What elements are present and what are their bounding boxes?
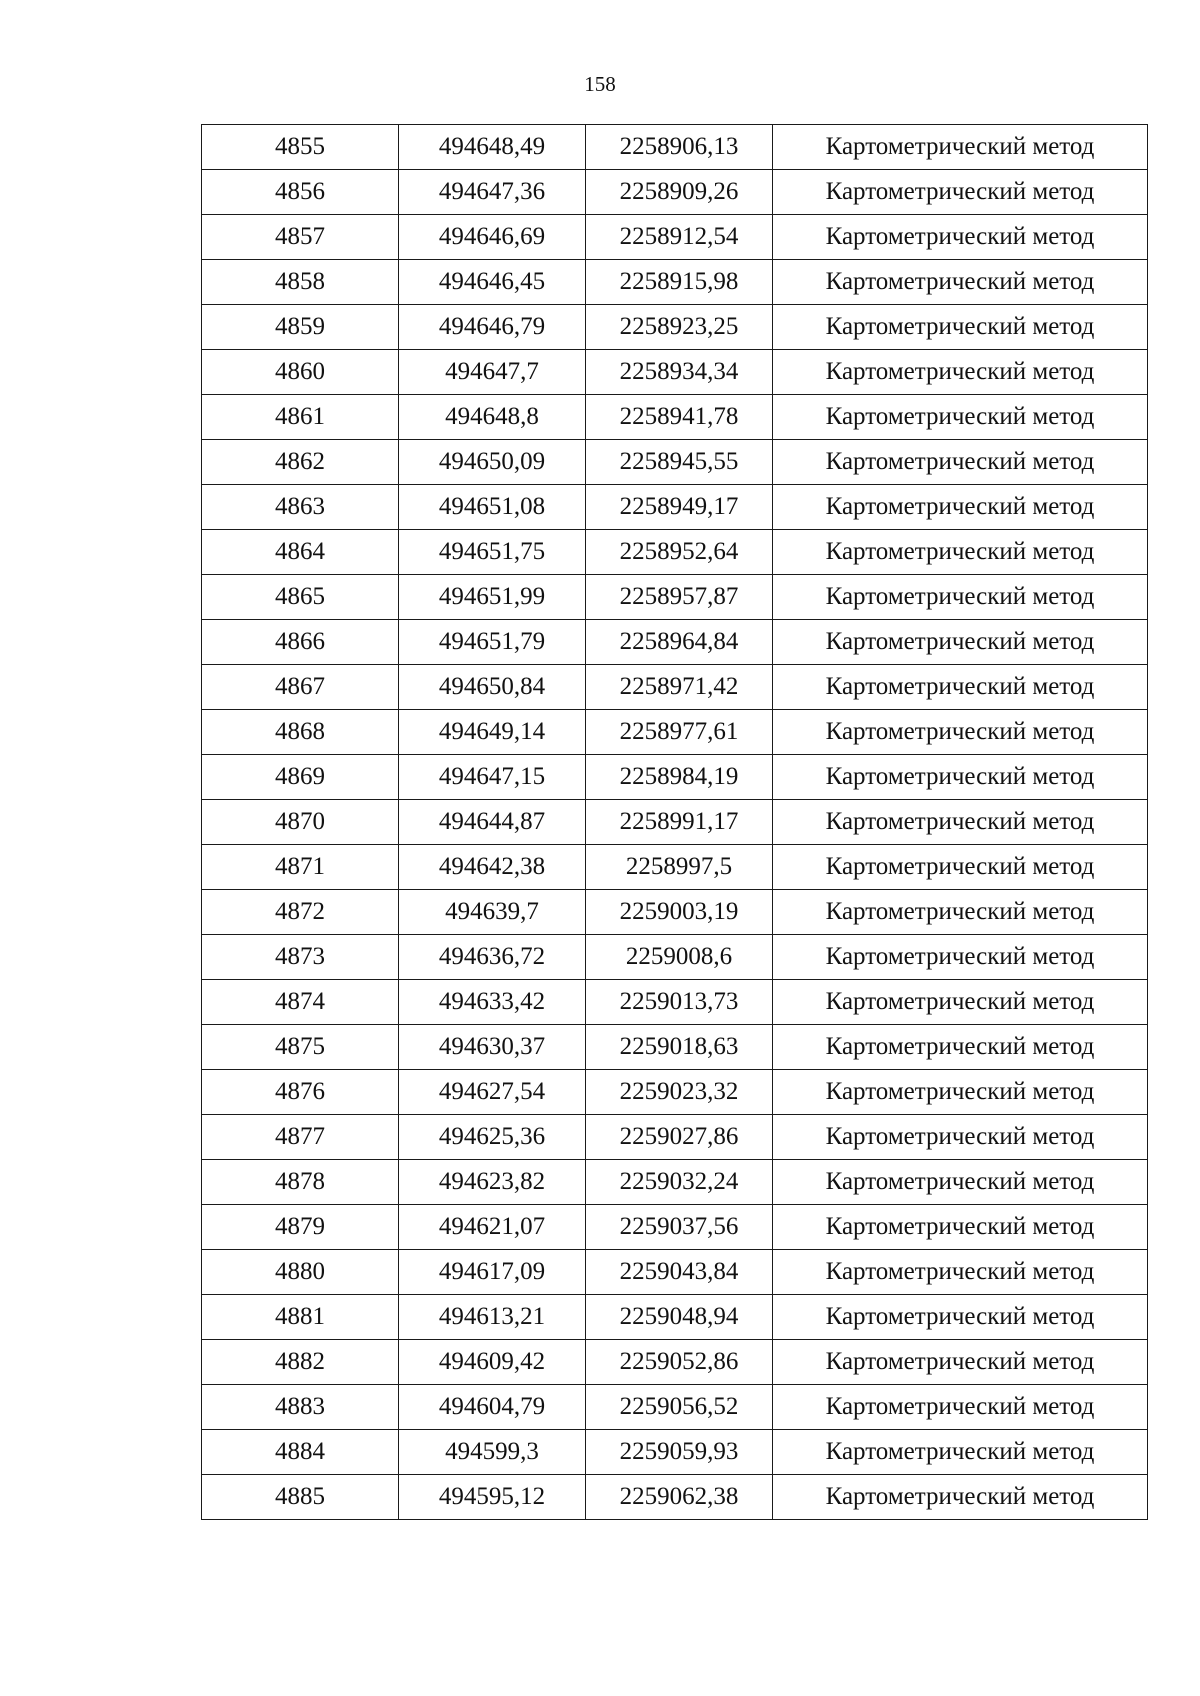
x-coordinate-cell: 494646,45: [399, 260, 586, 305]
y-coordinate-cell: 2258991,17: [586, 800, 773, 845]
x-coordinate-cell: 494625,36: [399, 1115, 586, 1160]
point-number-cell: 4861: [202, 395, 399, 440]
x-coordinate-cell: 494651,79: [399, 620, 586, 665]
y-coordinate-cell: 2259013,73: [586, 980, 773, 1025]
y-coordinate-cell: 2259027,86: [586, 1115, 773, 1160]
x-coordinate-cell: 494647,36: [399, 170, 586, 215]
point-number-cell: 4875: [202, 1025, 399, 1070]
x-coordinate-cell: 494599,3: [399, 1430, 586, 1475]
point-number-cell: 4870: [202, 800, 399, 845]
table-row: [202, 1205, 1148, 1250]
y-coordinate-cell: 2259008,6: [586, 935, 773, 980]
table-row: [202, 755, 1148, 800]
method-cell: Картометрический метод: [773, 1340, 1148, 1385]
method-cell: Картометрический метод: [773, 215, 1148, 260]
table-row: [202, 260, 1148, 305]
table-row: [202, 1025, 1148, 1070]
method-cell: Картометрический метод: [773, 1025, 1148, 1070]
x-coordinate-cell: 494650,84: [399, 665, 586, 710]
y-coordinate-cell: 2259023,32: [586, 1070, 773, 1115]
point-number-cell: 4857: [202, 215, 399, 260]
method-cell: Картометрический метод: [773, 1160, 1148, 1205]
table-row: [202, 1385, 1148, 1430]
point-number-cell: 4868: [202, 710, 399, 755]
point-number-cell: 4880: [202, 1250, 399, 1295]
y-coordinate-cell: 2259018,63: [586, 1025, 773, 1070]
table-row: [202, 845, 1148, 890]
y-coordinate-cell: 2259032,24: [586, 1160, 773, 1205]
y-coordinate-cell: 2258949,17: [586, 485, 773, 530]
y-coordinate-cell: 2258945,55: [586, 440, 773, 485]
y-coordinate-cell: 2259043,84: [586, 1250, 773, 1295]
x-coordinate-cell: 494648,8: [399, 395, 586, 440]
point-number-cell: 4885: [202, 1475, 399, 1520]
y-coordinate-cell: 2258906,13: [586, 125, 773, 170]
method-cell: Картометрический метод: [773, 350, 1148, 395]
method-cell: Картометрический метод: [773, 125, 1148, 170]
table-row: [202, 485, 1148, 530]
method-cell: Картометрический метод: [773, 980, 1148, 1025]
x-coordinate-cell: 494623,82: [399, 1160, 586, 1205]
point-number-cell: 4873: [202, 935, 399, 980]
x-coordinate-cell: 494650,09: [399, 440, 586, 485]
y-coordinate-cell: 2258964,84: [586, 620, 773, 665]
y-coordinate-cell: 2258971,42: [586, 665, 773, 710]
table-row: [202, 170, 1148, 215]
x-coordinate-cell: 494617,09: [399, 1250, 586, 1295]
y-coordinate-cell: 2259059,93: [586, 1430, 773, 1475]
x-coordinate-cell: 494651,08: [399, 485, 586, 530]
method-cell: Картометрический метод: [773, 890, 1148, 935]
table-row: [202, 440, 1148, 485]
point-number-cell: 4874: [202, 980, 399, 1025]
method-cell: Картометрический метод: [773, 170, 1148, 215]
table-row: [202, 980, 1148, 1025]
y-coordinate-cell: 2258997,5: [586, 845, 773, 890]
table-row: [202, 890, 1148, 935]
point-number-cell: 4881: [202, 1295, 399, 1340]
table-row: [202, 710, 1148, 755]
table-row: [202, 125, 1148, 170]
table-row: [202, 1250, 1148, 1295]
table-row: [202, 1430, 1148, 1475]
point-number-cell: 4858: [202, 260, 399, 305]
table-row: [202, 1295, 1148, 1340]
point-number-cell: 4866: [202, 620, 399, 665]
y-coordinate-cell: 2258984,19: [586, 755, 773, 800]
x-coordinate-cell: 494630,37: [399, 1025, 586, 1070]
method-cell: Картометрический метод: [773, 1475, 1148, 1520]
x-coordinate-cell: 494648,49: [399, 125, 586, 170]
point-number-cell: 4867: [202, 665, 399, 710]
method-cell: Картометрический метод: [773, 620, 1148, 665]
y-coordinate-cell: 2258977,61: [586, 710, 773, 755]
point-number-cell: 4878: [202, 1160, 399, 1205]
point-number-cell: 4860: [202, 350, 399, 395]
point-number-cell: 4876: [202, 1070, 399, 1115]
x-coordinate-cell: 494595,12: [399, 1475, 586, 1520]
method-cell: Картометрический метод: [773, 1430, 1148, 1475]
table-row: [202, 665, 1148, 710]
table-row: [202, 350, 1148, 395]
x-coordinate-cell: 494609,42: [399, 1340, 586, 1385]
method-cell: Картометрический метод: [773, 845, 1148, 890]
table-row: [202, 620, 1148, 665]
x-coordinate-cell: 494644,87: [399, 800, 586, 845]
table-row: [202, 530, 1148, 575]
x-coordinate-cell: 494633,42: [399, 980, 586, 1025]
point-number-cell: 4856: [202, 170, 399, 215]
x-coordinate-cell: 494636,72: [399, 935, 586, 980]
point-number-cell: 4872: [202, 890, 399, 935]
point-number-cell: 4863: [202, 485, 399, 530]
x-coordinate-cell: 494646,79: [399, 305, 586, 350]
method-cell: Картометрический метод: [773, 935, 1148, 980]
y-coordinate-cell: 2258915,98: [586, 260, 773, 305]
point-number-cell: 4883: [202, 1385, 399, 1430]
method-cell: Картометрический метод: [773, 1295, 1148, 1340]
table-row: [202, 395, 1148, 440]
method-cell: Картометрический метод: [773, 395, 1148, 440]
page-number: 158: [584, 72, 616, 96]
x-coordinate-cell: 494651,99: [399, 575, 586, 620]
point-number-cell: 4869: [202, 755, 399, 800]
table-row: [202, 1475, 1148, 1520]
table-row: [202, 215, 1148, 260]
y-coordinate-cell: 2259056,52: [586, 1385, 773, 1430]
table-row: [202, 305, 1148, 350]
table-row: [202, 935, 1148, 980]
x-coordinate-cell: 494647,15: [399, 755, 586, 800]
point-number-cell: 4862: [202, 440, 399, 485]
method-cell: Картометрический метод: [773, 665, 1148, 710]
point-number-cell: 4864: [202, 530, 399, 575]
point-number-cell: 4877: [202, 1115, 399, 1160]
y-coordinate-cell: 2258952,64: [586, 530, 773, 575]
method-cell: Картометрический метод: [773, 1385, 1148, 1430]
y-coordinate-cell: 2258941,78: [586, 395, 773, 440]
point-number-cell: 4882: [202, 1340, 399, 1385]
method-cell: Картометрический метод: [773, 260, 1148, 305]
y-coordinate-cell: 2259062,38: [586, 1475, 773, 1520]
point-number-cell: 4879: [202, 1205, 399, 1250]
coordinates-table-body: [202, 125, 1148, 1520]
table-row: [202, 1340, 1148, 1385]
x-coordinate-cell: 494647,7: [399, 350, 586, 395]
coordinates-table: [201, 124, 1148, 1520]
y-coordinate-cell: 2259048,94: [586, 1295, 773, 1340]
y-coordinate-cell: 2259052,86: [586, 1340, 773, 1385]
method-cell: Картометрический метод: [773, 1070, 1148, 1115]
x-coordinate-cell: 494613,21: [399, 1295, 586, 1340]
method-cell: Картометрический метод: [773, 305, 1148, 350]
y-coordinate-cell: 2258934,34: [586, 350, 773, 395]
table-row: [202, 1115, 1148, 1160]
x-coordinate-cell: 494642,38: [399, 845, 586, 890]
point-number-cell: 4871: [202, 845, 399, 890]
point-number-cell: 4855: [202, 125, 399, 170]
method-cell: Картометрический метод: [773, 800, 1148, 845]
y-coordinate-cell: 2258909,26: [586, 170, 773, 215]
method-cell: Картометрический метод: [773, 755, 1148, 800]
x-coordinate-cell: 494649,14: [399, 710, 586, 755]
method-cell: Картометрический метод: [773, 1250, 1148, 1295]
table-row: [202, 575, 1148, 620]
method-cell: Картометрический метод: [773, 440, 1148, 485]
method-cell: Картометрический метод: [773, 1115, 1148, 1160]
table-row: [202, 1160, 1148, 1205]
table-row: [202, 800, 1148, 845]
point-number-cell: 4865: [202, 575, 399, 620]
method-cell: Картометрический метод: [773, 1205, 1148, 1250]
x-coordinate-cell: 494604,79: [399, 1385, 586, 1430]
x-coordinate-cell: 494621,07: [399, 1205, 586, 1250]
method-cell: Картометрический метод: [773, 530, 1148, 575]
y-coordinate-cell: 2259037,56: [586, 1205, 773, 1250]
method-cell: Картометрический метод: [773, 710, 1148, 755]
x-coordinate-cell: 494646,69: [399, 215, 586, 260]
table-row: [202, 1070, 1148, 1115]
x-coordinate-cell: 494627,54: [399, 1070, 586, 1115]
y-coordinate-cell: 2259003,19: [586, 890, 773, 935]
method-cell: Картометрический метод: [773, 485, 1148, 530]
point-number-cell: 4884: [202, 1430, 399, 1475]
y-coordinate-cell: 2258912,54: [586, 215, 773, 260]
y-coordinate-cell: 2258957,87: [586, 575, 773, 620]
x-coordinate-cell: 494651,75: [399, 530, 586, 575]
method-cell: Картометрический метод: [773, 575, 1148, 620]
x-coordinate-cell: 494639,7: [399, 890, 586, 935]
point-number-cell: 4859: [202, 305, 399, 350]
y-coordinate-cell: 2258923,25: [586, 305, 773, 350]
